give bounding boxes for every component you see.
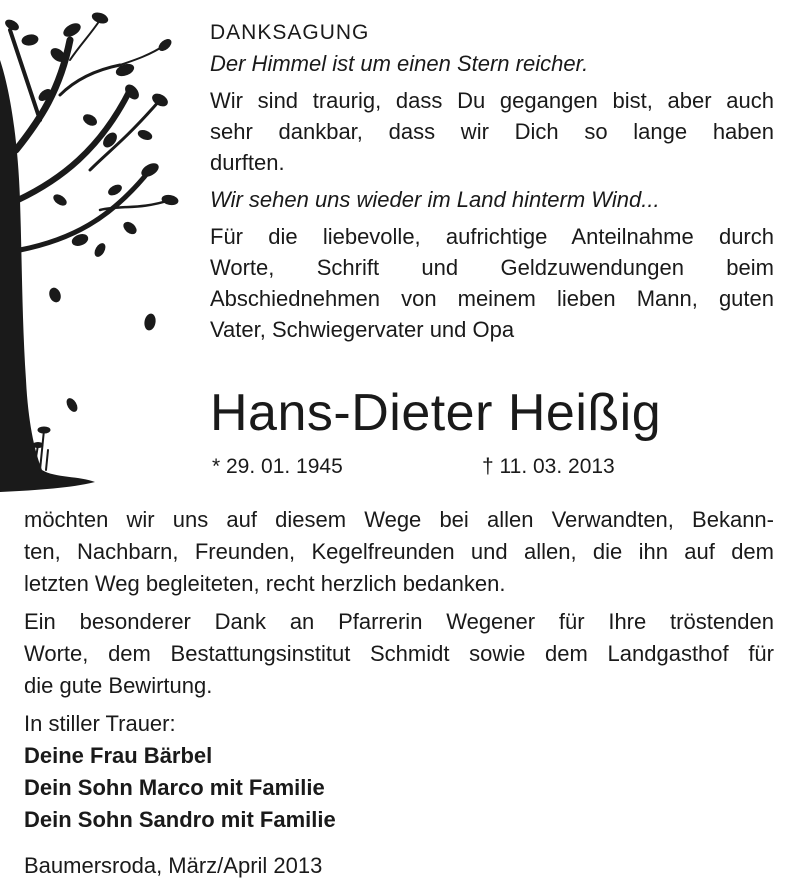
- paragraph-line: Worte, dem Bestattungsinstitut Schmidt sowie dem Landgasthof für: [24, 641, 774, 666]
- bottom-text-block: [24, 504, 774, 882]
- tree-silhouette-icon: [0, 0, 200, 510]
- mourner-name: Deine Frau Bärbel: [24, 743, 213, 768]
- top-text-block: [210, 18, 774, 345]
- paragraph-1: [210, 85, 774, 178]
- quote-line-2: Wir sehen uns wieder im Land hinterm Wind...: [210, 187, 660, 212]
- paragraph-4: [24, 606, 774, 702]
- place-date: Baumersroda, März/April 2013: [24, 853, 323, 878]
- mourning-intro: In stiller Trauer:: [24, 711, 176, 736]
- mourner-name: Dein Sohn Sandro mit Familie: [24, 807, 336, 832]
- paragraph-2: [210, 221, 774, 345]
- mourner-name: Dein Sohn Marco mit Familie: [24, 775, 325, 800]
- death-date: † 11. 03. 2013: [482, 455, 615, 478]
- paragraph-line: möchten wir uns auf diesem Wege bei allen Verwandten, Bekann-: [24, 507, 774, 532]
- paragraph-line: Vater, Schwiegervater und Opa: [210, 317, 515, 342]
- paragraph-line: Für die liebevolle, aufrichtige Anteilnahme durch: [210, 224, 774, 249]
- deceased-name: Hans-Dieter Heißig: [210, 384, 662, 442]
- paragraph-line: durften.: [210, 150, 285, 175]
- paragraph-line: letzten Weg begleiteten, recht herzlich bedanken.: [24, 571, 506, 596]
- paragraph-line: Ein besonderer Dank an Pfarrerin Wegener für Ihre tröstenden: [24, 609, 774, 634]
- paragraph-line: Wir sind traurig, dass Du gegangen bist, aber auch: [210, 88, 774, 113]
- paragraph-line: ten, Nachbarn, Freunden, Kegelfreunden und allen, die ihn auf dem: [24, 539, 774, 564]
- quote-line-1: Der Himmel ist um einen Stern reicher.: [210, 51, 589, 76]
- paragraph-line: sehr dankbar, dass wir Dich so lange haben: [210, 119, 774, 144]
- birth-date: * 29. 01. 1945: [212, 455, 343, 478]
- paragraph-line: Worte, Schrift und Geldzuwendungen beim: [210, 255, 774, 280]
- paragraph-3: [24, 504, 774, 600]
- signature-block: [24, 708, 774, 836]
- page-heading: DANKSAGUNG: [210, 21, 370, 44]
- paragraph-line: Abschiednehmen von meinem lieben Mann, guten: [210, 286, 774, 311]
- paragraph-line: die gute Bewirtung.: [24, 673, 213, 698]
